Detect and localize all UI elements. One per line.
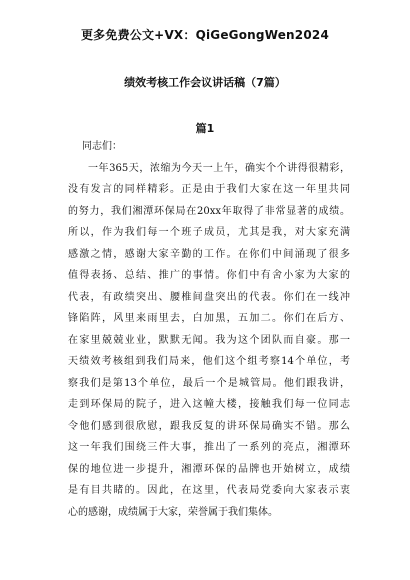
paragraph-line: 代表，有政绩突出、腰椎间盘突出的代表。你们在一线冲 [68,291,350,303]
paragraph-line: 值得表扬、总结、推广的事情。你们中有舍小家为大家的 [68,270,350,281]
paragraph-line: 心的感谢，成绩属于大家，荣誉属于我们集体。 [68,506,278,518]
section-title: 篇1 [195,122,215,135]
paragraph-line: 是有目共睹的。因此，在这里，代表局党委向大家表示衷 [68,485,350,496]
paragraph-line: 所以，作为我们每一个班子成员，尤其是我，对大家充满 [68,227,350,238]
paragraph-line: 的努力，我们湘潭环保局在20xx年取得了非常显著的成绩。 [68,205,350,217]
document-body [68,136,350,523]
greeting-line: 同志们： [82,141,122,152]
document-title: 绩效考核工作会议讲话稿（7篇） [124,76,286,89]
paragraph-line: 察我们是第13个单位，最后一个是城管局。他们跟我讲， [68,377,350,389]
paragraph-line: 锋陷阵，风里来雨里去，白加黑，五加二。你们在后方、 [68,313,350,324]
paragraph-line: 天绩效考核组到我们局来，他们这个组考察14个单位，考 [68,356,350,367]
paragraph-line: 这一年我们围绕三件大事，推出了一系列的亮点，湘潭环 [68,442,350,453]
paragraph-line: 在家里兢兢业业，默默无闻。我为这个团队而自豪。那一 [68,334,350,346]
paragraph-line: 感激之情，感谢大家辛勤的工作。在你们中间涌现了很多 [68,248,350,260]
paragraph-line: 令他们感到很欣慰，跟我反复的讲环保局确实不错。那么 [68,420,350,432]
promo-header: 更多免费公文+VX：QiGeGongWen2024 [80,28,329,42]
paragraph-line: 一年365天，浓缩为今天一上午，确实个个讲得很精彩， [88,162,350,174]
paragraph-line: 保的地位进一步提升，湘潭环保的品牌也开始树立，成绩 [68,463,350,475]
paragraph-line: 走到环保局的院子，进入这幢大楼，接触我们每一位同志 [68,399,350,410]
paragraph-line: 没有发言的同样精彩。正是由于我们大家在这一年里共同 [68,184,350,195]
